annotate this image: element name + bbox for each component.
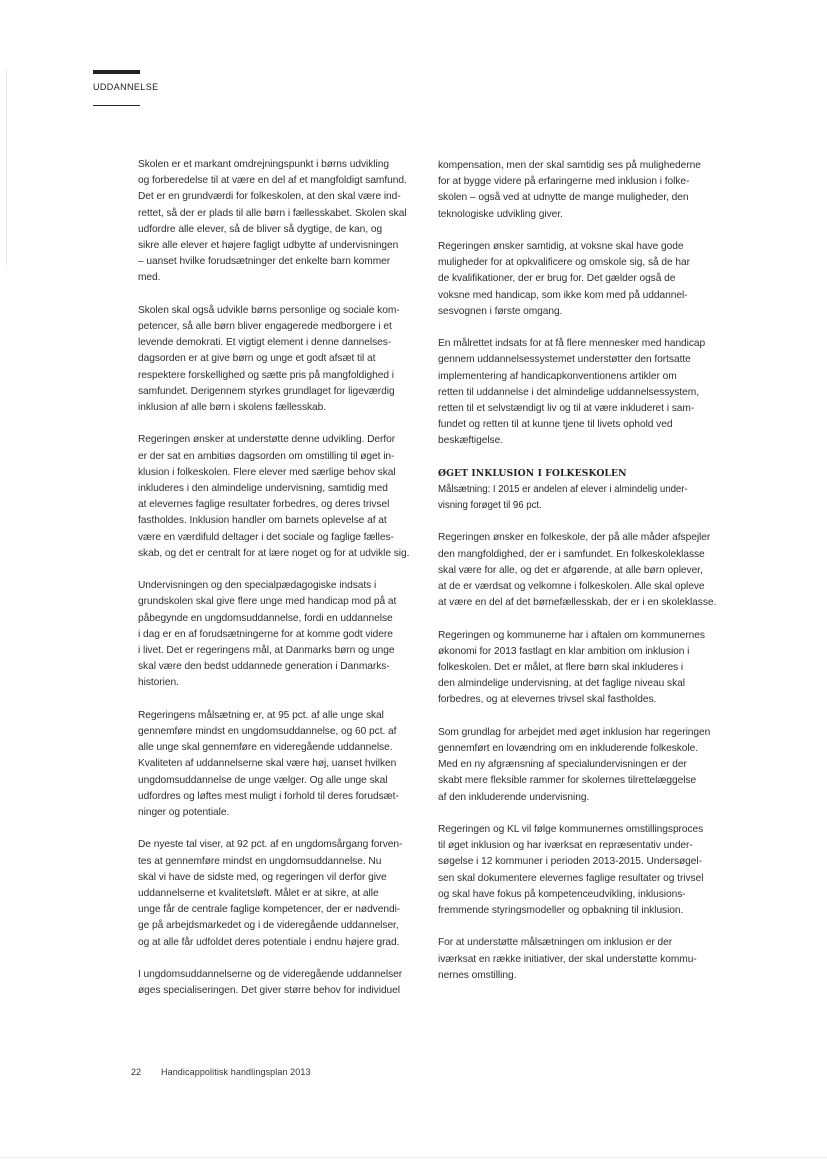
right-paragraph-4: Regeringen ønsker en folkeskole, der på alle måder afspejler den mangfoldighed, der er i samfundet. En folkeskoleklasse skal være for alle, og det er afgørende, at alle børn oplever, at de er værdsat og velkomne i folkeskolen. Alle skal opleve at være en del af det børnefællesskab, der er i en skoleklasse. xyxy=(438,532,717,609)
right-text-column xyxy=(438,158,724,1000)
left-paragraph-2: Skolen skal også udvikle børns personlige og sociale kom- petencer, så alle børn bliver engagerede medborgere i et levende demokrati. Et vigtigt element i denne dannelses- dagsorden er at give børn og unge et godt afsæt til at respektere forskellighed og sætte pris på mangfoldighed i samfundet. Derigennem styrkes grundlaget for ligeværdig inklusion af alle børn i skolens fællesskab. xyxy=(138,304,400,414)
left-paragraph-5: Regeringens målsætning er, at 95 pct. af alle unge skal gennemføre mindst en ungdomsuddannelse, og 60 pct. af alle unge skal gennemføre en videregående uddannelse. Kvaliteten af uddannelserne skal være høj, uanset hvilken ungdomsuddannelse de unge vælger. Og alle unge skal udfordres og løftes mest muligt i forhold til deres forudsæt- ninger og potentiale. xyxy=(138,709,399,819)
right-paragraph-8: For at understøtte målsætningen om inklusion er der iværksat en række initiativer, der skal understøtte kommu- nernes omstilling. xyxy=(438,937,697,981)
right-paragraph-7: Regeringen og KL vil følge kommunernes omstillingsproces til øget inklusion og har iværksat en repræsentativ under- søgelse i 12 kommuner i perioden 2013-2015. Undersøgel- sen skal dokumentere elevernes faglige resultater og trivsel og skal have fokus på kompetenceudvikling, inklusions- fremmende styringsmodeller og opbakning til inklusion. xyxy=(438,824,704,917)
right-paragraph-5: Regeringen og kommunerne har i aftalen om kommunernes økonomi for 2013 fastlagt en klar ambition om inklusion i folkeskolen. Det er målet, at flere børn skal inkluderes i den almindelige undervisning, at det faglige niveau skal forbedres, og at elevernes trivsel skal fastholdes. xyxy=(438,629,705,706)
section-heading: ØGET INKLUSION I FOLKESKOLEN xyxy=(438,467,627,479)
right-paragraph-3: En målrettet indsats for at få flere mennesker med handicap gennem uddannelsessystemet understøtter den fortsatte implementering af handicapkonventionens artikler om retten til uddannelse i det almindelige uddannelsessystem, retten til et selvstændigt liv og til at være inkluderet i sam- fundet og retten til at kunne tjene til livets ophold ved beskæftigelse. xyxy=(438,338,706,447)
right-paragraph-1: kompensation, men der skal samtidig ses på mulighederne for at bygge videre på erfaringerne med inklusion i folke- skolen – også ved at udnytte de mange muligheder, den teknologiske udvikling giver. xyxy=(438,160,701,220)
left-paragraph-4: Undervisningen og den specialpædagogiske indsats i grundskolen skal give flere unge med handicap mod på at påbegynde en ungdomsuddannelse, fordi en uddannelse i dag er en af forudsætningerne for at komme godt videre i livet. Det er regeringens mål, at Danmarks børn og unge skal være den bedst uddannede generation i Danmarks- historien. xyxy=(138,580,397,689)
section-underline xyxy=(93,105,140,106)
scan-edge-line xyxy=(6,70,7,265)
section-marker-bar xyxy=(93,70,140,74)
right-paragraph-2: Regeringen ønsker samtidig, at voksne skal have gode muligheder for at opkvalificere og omskole sig, så de har de kvalifikationer, der er brug for. Det gælder også de voksne med handicap, som ikke kom med på uddannel- sesvognen i første omgang. xyxy=(438,241,690,317)
left-text-column xyxy=(138,157,420,1016)
section-label: UDDANNELSE xyxy=(93,82,159,92)
left-paragraph-7: I ungdomsuddannelserne og de videregående uddannelser øges specialiseringen. Det giver større behov for individuel xyxy=(138,969,403,997)
document-title: Handicappolitisk handlingsplan 2013 xyxy=(161,1067,311,1077)
left-paragraph-1: Skolen er et markant omdrejningspunkt i børns udvikling og forberedelse til at være en del af et mangfoldigt samfund. Det er en grundværdi for folkeskolen, at den skal være ind- rettet, så der er plads til alle børn i fællesskabet. Skolen skal udfordre alle elever, så de bliver så dygtige, de kan, og sikre alle elever et højere fagligt udbytte af undervisningen – uanset hvilke forudsætninger det enkelte barn kommer med. xyxy=(138,159,407,284)
goal-statement: Målsætning: I 2015 er andelen af elever i almindelig under- visning forøget til 96 pct. xyxy=(438,483,688,512)
scan-bottom-line xyxy=(0,1157,827,1158)
left-paragraph-6: De nyeste tal viser, at 92 pct. af en ungdomsårgang forven- tes at gennemføre mindst en ungdomsuddannelse. Nu skal vi have de sidste med, og regeringen vil derfor give uddannelserne et kvalitetsløft. Målet er at sikre, at alle unge får de centrale faglige kompetencer, der er nødvendi- ge på arbejdsmarkedet og i de videregående uddannelser, og at alle får udfoldet deres potentiale i endnu højere grad. xyxy=(138,839,403,948)
page-number: 22 xyxy=(131,1067,142,1077)
left-paragraph-3: Regeringen ønsker at understøtte denne udvikling. Derfor er der sat en ambitiøs dagsorden om omstilling til øget in- klusion i folkeskolen. Flere elever med særlige behov skal inkluderes i den almindelige undervisning, samtidig med at elevernes faglige resultater forbedres, og deres trivsel fastholdes. Inklusion handler om barnets oplevelse af at være en værdifuld deltager i det sociale og faglige fælles- skab, og det er centralt for at lære noget og for at udvikle sig. xyxy=(138,434,410,559)
right-paragraph-6: Som grundlag for arbejdet med øget inklusion har regeringen gennemført en lovændring om en inkluderende folkeskole. Med en ny afgrænsning af specialundervisningen er der skabt mere fleksible rammer for skolernes tilrettelæggelse af den inkluderende undervisning. xyxy=(438,726,711,803)
